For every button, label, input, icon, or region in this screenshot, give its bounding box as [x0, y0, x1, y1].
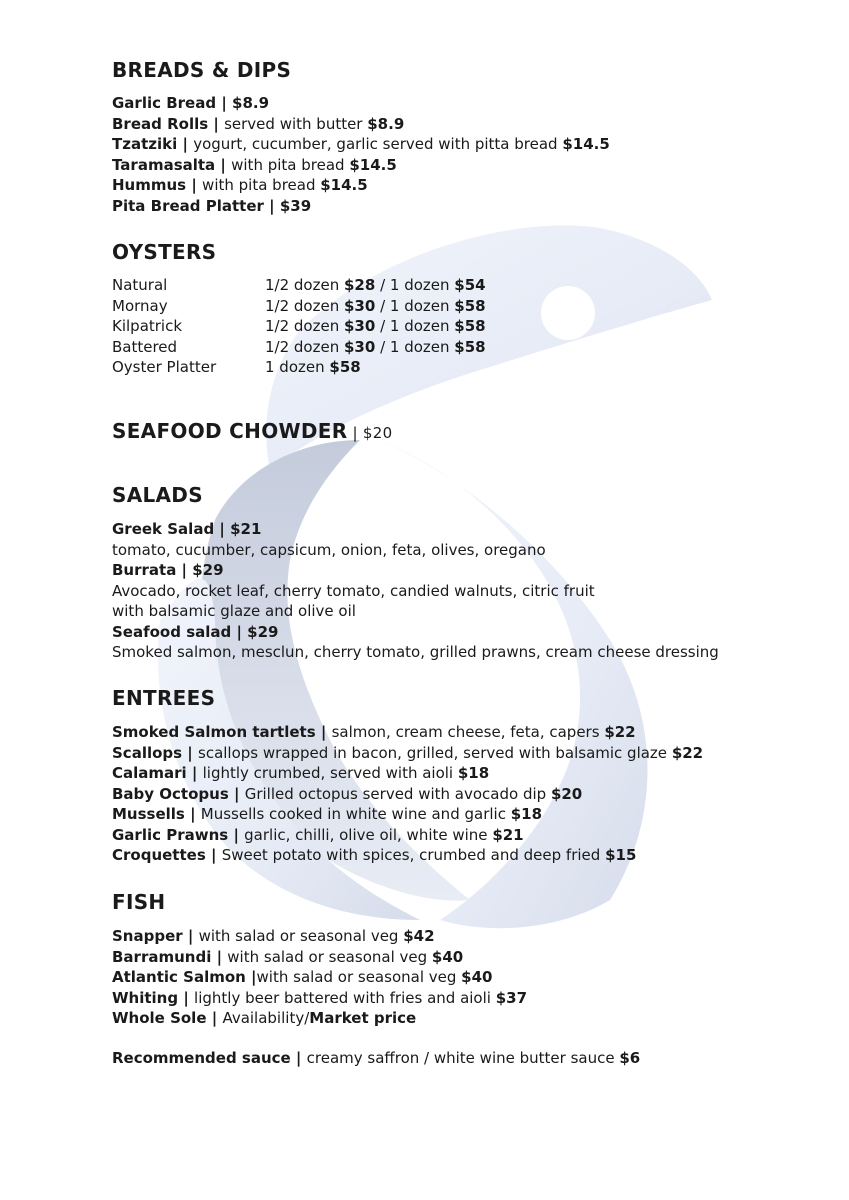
item-separator: | [228, 825, 245, 844]
oyster-item [112, 337, 612, 358]
breads-item [112, 134, 610, 155]
item-separator: | [245, 968, 257, 986]
half-dozen-price: $30 [343, 296, 376, 315]
item-description: with salad or seasonal veg [256, 968, 462, 986]
item-price: $21 [492, 825, 524, 844]
item-price: $39 [279, 196, 312, 215]
section-title-breads: BREADS & DIPS [112, 58, 292, 82]
oyster-prices [265, 296, 486, 317]
entrees-item [112, 763, 489, 784]
item-separator: | [182, 927, 199, 945]
oyster-item [112, 296, 612, 317]
item-separator: | [184, 805, 201, 823]
oyster-prices [265, 337, 486, 358]
salad-heading: Burrata | $29 [112, 561, 224, 579]
item-separator: | [186, 764, 203, 782]
item-separator: | [263, 196, 280, 215]
item-description: Grilled octopus served with avocado dip [244, 784, 551, 803]
item-name: Snapper [112, 927, 183, 945]
item-separator: | [186, 176, 203, 194]
salad-description: tomato, cucumber, capsicum, onion, feta, olives, oregano [112, 540, 546, 559]
entrees-item [112, 784, 582, 805]
breads-item [112, 114, 404, 135]
chowder-price: | $20 [347, 424, 393, 442]
item-name: Hummus [112, 176, 187, 194]
sauce-desc: creamy saffron / white wine butter sauce [306, 1049, 620, 1067]
item-name: Tzatziki [112, 135, 178, 153]
salad-description: Avocado, rocket leaf, cherry tomato, candied walnuts, citric fruit [112, 581, 595, 600]
item-description: lightly beer battered with fries and aioli [194, 988, 496, 1007]
half-dozen-label: 1/2 dozen [265, 296, 344, 315]
item-name: Pita Bread Platter [112, 196, 264, 215]
item-description: lightly crumbed, served with aioli [202, 764, 458, 782]
item-description: with pita bread [231, 155, 350, 174]
dozen-price: $58 [454, 337, 486, 356]
item-price: $22 [671, 743, 704, 762]
item-separator: | [177, 135, 194, 153]
salad-description: with balsamic glaze and olive oil [112, 602, 356, 620]
item-description: served with butter [224, 114, 368, 133]
half-dozen-label: 1/2 dozen [265, 337, 344, 356]
item-price: $8.9 [232, 94, 270, 112]
entrees-item [112, 722, 636, 743]
half-dozen-price: $28 [343, 276, 376, 294]
half-dozen-price: $30 [343, 317, 376, 335]
oyster-item [112, 357, 612, 378]
item-description: Availability/ [222, 1009, 310, 1027]
item-name: Smoked Salmon tartlets [112, 723, 316, 741]
item-price: Market price [309, 1009, 417, 1027]
item-name: Mussells [112, 805, 185, 823]
section-title-oysters: OYSTERS [112, 240, 217, 264]
dozen-label: 1 dozen [389, 337, 455, 356]
item-name: Atlantic Salmon [112, 968, 246, 986]
entrees-item [112, 845, 636, 866]
item-price: $18 [457, 764, 490, 782]
oyster-name: Mornay [112, 296, 168, 315]
oyster-prices [265, 275, 486, 296]
item-separator: | [211, 947, 228, 966]
salad-description: Smoked salmon, mesclun, cherry tomato, grilled prawns, cream cheese dressing [112, 643, 719, 661]
item-name: Whiting [112, 988, 179, 1007]
breads-item [112, 93, 269, 114]
item-name: Calamari [112, 764, 187, 782]
item-description: scallops wrapped in bacon, grilled, served with balsamic glaze [198, 743, 672, 762]
item-separator: | [216, 94, 233, 112]
section-title-salads: SALADS [112, 483, 203, 507]
oyster-name: Natural [112, 276, 168, 294]
price-separator: / [375, 337, 390, 356]
oyster-item [112, 316, 612, 337]
salad-heading: Greek Salad | $21 [112, 520, 262, 538]
item-description: with pita bread [202, 176, 321, 194]
fish-item [112, 947, 463, 968]
dozen-price: $58 [329, 358, 361, 376]
oyster-prices [265, 357, 361, 378]
item-separator: | [178, 988, 195, 1007]
breads-item [112, 196, 311, 217]
item-description: Sweet potato with spices, crumbed and deep fried [221, 846, 606, 864]
entrees-item [112, 825, 524, 846]
dozen-price: $54 [454, 276, 486, 294]
section-title-entrees: ENTREES [112, 686, 216, 710]
item-name: Scallops [112, 743, 183, 762]
dozen-label: 1 dozen [389, 296, 455, 315]
item-price: $14.5 [349, 155, 397, 174]
half-dozen-price: $30 [343, 337, 376, 356]
item-price: $15 [605, 846, 637, 864]
item-price: $14.5 [320, 176, 368, 194]
item-description: yogurt, cucumber, garlic served with pitta bread [193, 135, 563, 153]
breads-item [112, 175, 368, 196]
salad-heading: Seafood salad | $29 [112, 622, 279, 641]
item-separator: | [182, 743, 199, 762]
dozen-price: $58 [454, 317, 486, 335]
oyster-name: Kilpatrick [112, 317, 183, 335]
item-description: with salad or seasonal veg [227, 947, 432, 966]
oyster-name: Battered [112, 337, 178, 356]
item-price: $40 [461, 968, 493, 986]
item-name: Whole Sole [112, 1009, 207, 1027]
item-price: $40 [431, 947, 464, 966]
price-separator: / [375, 296, 390, 315]
item-name: Baby Octopus [112, 784, 229, 803]
fish-item [112, 926, 435, 947]
item-description: Mussells cooked in white wine and garlic [200, 805, 511, 823]
item-separator: | [208, 114, 225, 133]
item-name: Barramundi [112, 947, 212, 966]
price-separator: / [375, 317, 390, 335]
item-separator: | [315, 723, 332, 741]
entrees-item [112, 743, 703, 764]
item-name: Taramasalta [112, 155, 216, 174]
item-description: with salad or seasonal veg [198, 927, 404, 945]
item-price: $18 [510, 805, 543, 823]
fish-item [112, 988, 527, 1009]
dozen-label: 1 dozen [389, 317, 455, 335]
item-name: Croquettes [112, 846, 206, 864]
half-dozen-label: 1/2 dozen [265, 276, 344, 294]
sauce-price: $6 [619, 1049, 641, 1067]
dozen-label: 1 dozen [389, 276, 455, 294]
item-description: garlic, chilli, olive oil, white wine [244, 825, 493, 844]
item-separator: | [205, 846, 222, 864]
item-price: $42 [403, 927, 435, 945]
recommended-sauce [112, 1048, 640, 1069]
oyster-item [112, 275, 612, 296]
sauce-name: Recommended sauce [112, 1049, 291, 1067]
fish-item [112, 1008, 416, 1029]
section-title-chowder [112, 419, 392, 443]
item-price: $22 [604, 723, 636, 741]
item-price: $20 [550, 784, 583, 803]
price-separator: / [375, 276, 390, 294]
sauce-separator: | [290, 1049, 307, 1067]
entrees-item [112, 804, 542, 825]
oyster-prices [265, 316, 486, 337]
dozen-label: 1 dozen [265, 358, 330, 376]
oyster-name: Oyster Platter [112, 358, 217, 376]
item-name: Bread Rolls [112, 114, 209, 133]
item-price: $14.5 [562, 135, 610, 153]
item-name: Garlic Prawns [112, 825, 229, 844]
item-separator: | [206, 1009, 223, 1027]
item-name: Garlic Bread [112, 94, 217, 112]
item-price: $37 [495, 988, 528, 1007]
item-description: salmon, cream cheese, feta, capers [331, 723, 605, 741]
dozen-price: $58 [454, 296, 486, 315]
breads-item [112, 155, 397, 176]
fish-item [112, 967, 492, 988]
item-separator: | [228, 784, 245, 803]
item-price: $8.9 [367, 114, 405, 133]
item-separator: | [215, 155, 232, 174]
half-dozen-label: 1/2 dozen [265, 317, 344, 335]
chowder-title: SEAFOOD CHOWDER [112, 419, 348, 443]
section-title-fish: FISH [112, 890, 166, 914]
